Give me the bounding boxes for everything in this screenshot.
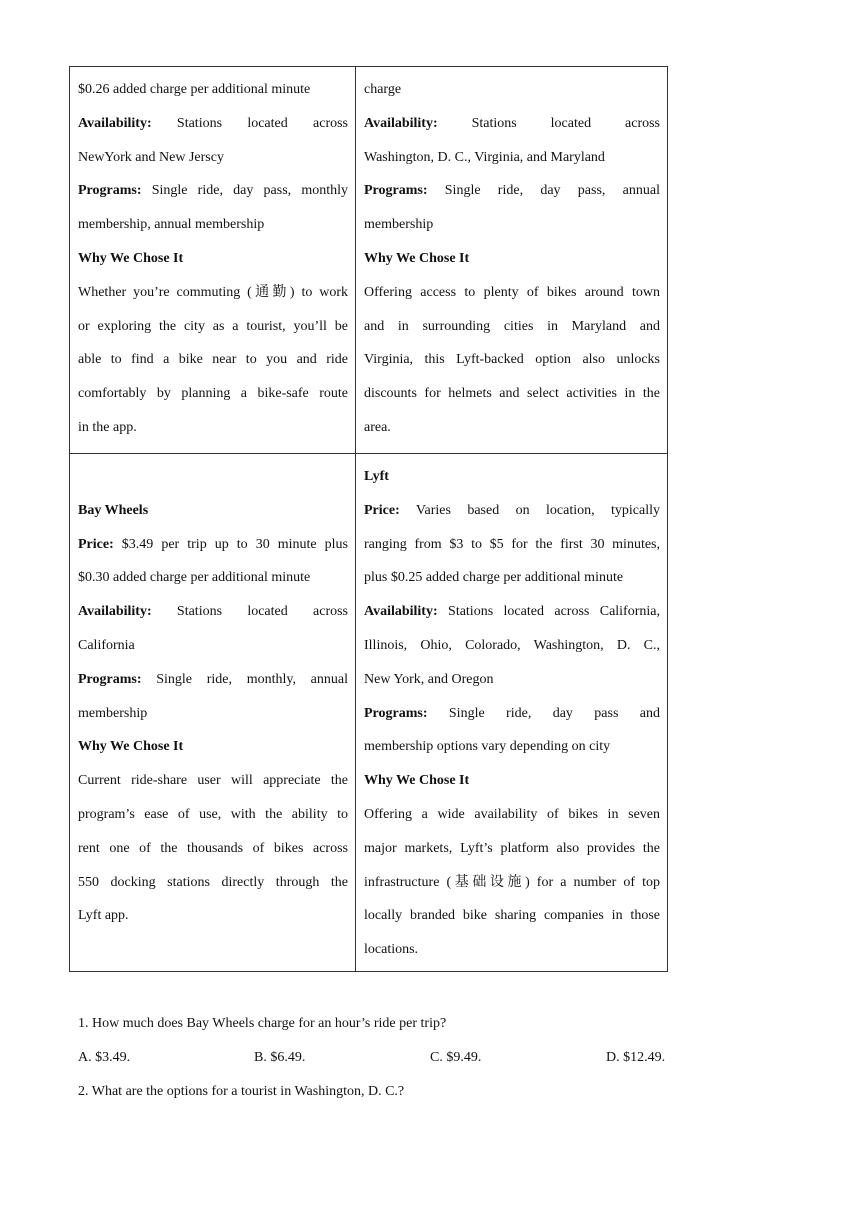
price-text: $3.49 per trip up to 30 minute plus [121,536,348,552]
option-a[interactable]: A. $3.49. [78,1050,131,1065]
why-text-line: Virginia, this Lyft-backed option also unlocks [364,352,660,368]
programs-line [364,697,660,731]
price-text-cont: ranging from $3 to $5 for the first 30 minutes, [364,536,660,552]
why-text-line: Current ride-share user will appreciate the [78,773,348,789]
programs-text-cont: membership [78,705,148,721]
availability-text: Stations located across California, [448,604,660,620]
service-name: Bay Wheels [78,502,149,518]
programs-line [78,174,348,208]
why-heading: Why We Chose It [78,250,184,266]
programs-text: Single ride, day pass and [448,705,660,721]
why-text-line: discounts for helmets and select activities in the [364,386,660,402]
price-line [364,494,660,528]
why-text-line: infrastructure (基础设施) for a number of top [364,874,660,890]
availability-label: Availability: [364,115,438,131]
availability-label: Availability: [364,604,438,620]
availability-text: Stations located across [176,115,348,131]
availability-line [364,107,660,141]
why-text-line: in the app. [78,419,137,435]
price-text-cont: plus $0.25 added charge per additional minute [364,570,624,586]
availability-text-cont: California [78,637,135,653]
why-text-line: Offering a wide availability of bikes in seven [364,806,660,822]
price-continued-line: charge [364,82,402,97]
why-text-line: able to find a bike near to you and ride [78,352,348,368]
why-text-line: area. [364,419,391,435]
programs-text-cont: membership [364,217,434,233]
question-2: 2. What are the options for a tourist in Washington, D. C.? [78,1084,405,1099]
price-text: Varies based on location, typically [415,502,660,518]
why-text-line: 550 docking stations directly through the [78,874,348,890]
why-text-line: locations. [364,942,419,958]
option-d[interactable]: D. $12.49. [606,1050,666,1065]
price-label: Price: [78,536,114,552]
programs-text-cont: membership options vary depending on city [364,739,611,755]
why-heading: Why We Chose It [78,739,184,755]
price-label: Price: [364,502,400,518]
availability-line [78,107,348,141]
blank-line [78,460,348,494]
why-text-line: comfortably by planning a bike-safe route [78,386,348,402]
programs-text-cont: membership, annual membership [78,217,265,233]
why-text-line: Whether you’re commuting (通勤) to work [78,284,348,300]
availability-text: Stations located across [471,115,660,131]
bike-share-table [69,66,668,972]
why-text-line: or exploring the city as a tourist, you’ll be [78,318,348,334]
availability-label: Availability: [78,604,152,620]
price-text-cont: $0.30 added charge per additional minute [78,570,311,586]
option-c[interactable]: C. $9.49. [430,1050,482,1065]
availability-text-cont: NewYork and New Jerscy [78,149,224,165]
price-line [78,528,348,562]
programs-label: Programs: [364,705,428,721]
why-text-line: and in surrounding cities in Maryland and [364,318,660,334]
option-b[interactable]: B. $6.49. [254,1050,306,1065]
why-text-line: Offering access to plenty of bikes around town [364,284,660,300]
programs-text: Single ride, day pass, annual [444,183,660,199]
question-1: 1. How much does Bay Wheels charge for an hour’s ride per trip? [78,1016,447,1031]
bay-wheels-cell [70,454,356,972]
table-row [70,67,668,454]
service-name: Lyft [364,469,389,484]
availability-text-cont: Illinois, Ohio, Colorado, Washington, D. C., [364,637,660,653]
programs-label: Programs: [78,183,142,199]
availability-text: Stations located across [176,604,348,620]
why-heading: Why We Chose It [364,773,470,789]
availability-text-cont: Washington, D. C., Virginia, and Maryland [364,149,605,165]
programs-text: Single ride, day pass, monthly [151,183,348,199]
table-row [70,454,668,972]
programs-line [78,663,348,697]
why-text-line: program’s ease of use, with the ability to [78,806,348,822]
programs-text: Single ride, monthly, annual [156,671,348,687]
why-text-line: locally branded bike sharing companies in those [364,908,660,924]
availability-line [364,595,660,629]
capital-bikeshare-cell [356,67,668,454]
why-text-line: Lyft app. [78,908,129,924]
citi-bike-cell [70,67,356,454]
availability-label: Availability: [78,115,152,131]
why-heading: Why We Chose It [364,250,470,266]
availability-line [78,595,348,629]
programs-line [364,174,660,208]
why-text-line: major markets, Lyft’s platform also provides the [364,840,660,856]
questions-section [78,1007,678,1109]
availability-text-cont: New York, and Oregon [364,671,494,687]
lyft-cell [356,454,668,972]
question-1-options [78,1041,678,1075]
price-continued-line: $0.26 added charge per additional minute [78,82,311,97]
programs-label: Programs: [78,671,142,687]
why-text-line: rent one of the thousands of bikes across [78,840,348,856]
programs-label: Programs: [364,183,428,199]
